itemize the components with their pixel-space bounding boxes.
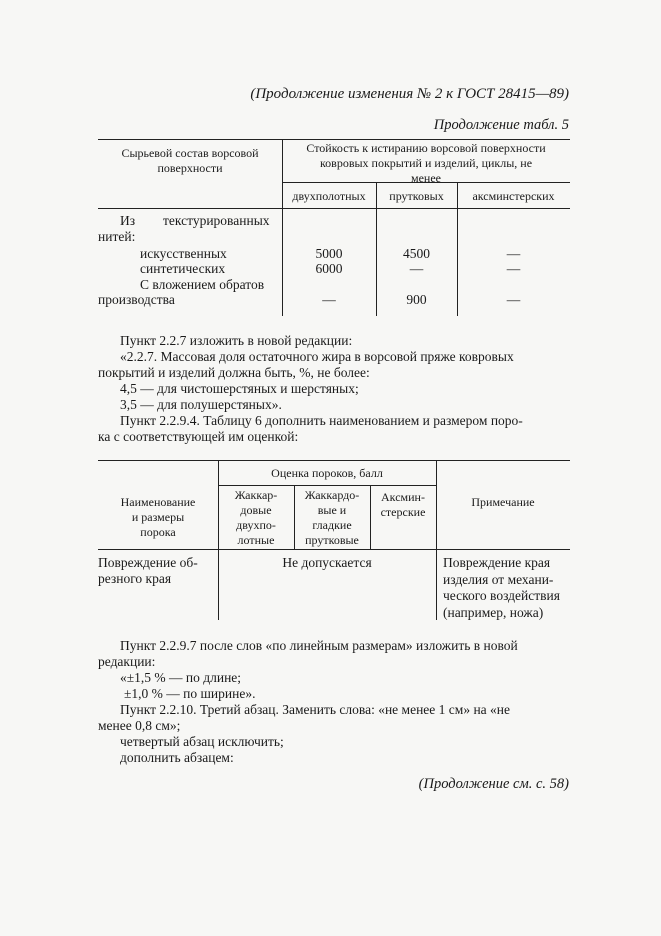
cell-value: — [506,246,521,261]
paragraph: четвертый абзац исключить; [120,734,284,749]
paragraph: 4,5 — для чистошерстяных и шерстяных; [120,381,359,396]
paragraph: ±1,0 % — по ширине». [124,686,256,701]
row-label-synthetic: синтетических [140,261,226,276]
paragraph: покрытий и изделий должна быть, %, не более: [98,365,370,380]
column-header-note: Примечание [471,495,535,509]
paragraph: дополнить абзацем: [120,750,234,765]
paragraph: Пункт 2.2.9.7 после слов «по линейным размерам» изложить в новой [120,638,518,653]
paragraph: Пункт 2.2.9.4. Таблицу 6 дополнить наименованием и размером поро- [120,413,523,428]
row-label-artificial: искусственных [140,246,227,261]
table-rule [98,139,570,140]
column-header-double: двухполотных [292,189,366,203]
paragraph: Пункт 2.2.7 изложить в новой редакции: [120,333,353,348]
paragraph: Пункт 2.2.10. Третий абзац. Заменить слова: «не менее 1 см» на «не [120,702,511,717]
column-header-axminster: Аксмин- стерские [380,490,426,519]
paragraph: редакции: [98,654,156,669]
cell-value: 6000 [315,261,343,276]
row-label-inserts: С вложением обратов [140,277,265,292]
cell-value: 5000 [315,246,343,261]
table-rule [436,460,437,620]
row-defect-value: Не допускается [282,555,372,570]
row-label-from: Из [120,213,136,228]
column-group-header-abrasion: Стойкость к истиранию ворсовой поверхности ковровых покрытий и изделий, циклы, не менее [306,141,546,185]
cell-value: — [322,292,336,307]
table-rule [98,549,570,550]
cell-value: 900 [406,292,427,307]
cell-value: — [409,261,424,276]
cell-value: — [506,261,521,276]
row-label-textured: текстурированных [163,213,270,228]
row-label-threads: нитей: [98,229,136,244]
column-header-rod: прутковых [389,189,444,203]
paragraph: «2.2.7. Массовая доля остаточного жира в ворсовой пряже ковровых [120,349,514,364]
column-header-defect-name: Наименование и размеры порока [120,495,196,539]
column-header-axminster: аксминстерских [472,189,555,203]
cell-value: 4500 [403,246,430,261]
paragraph: менее 0,8 см»; [98,718,181,733]
paragraph: ка с соответствующей им оценкой: [98,429,299,444]
table-rule [98,208,570,209]
cell-value: — [506,292,521,307]
column-header-raw-material: Сырьевой состав ворсовой поверхности [121,146,259,175]
continuation-header: (Продолжение изменения № 2 к ГОСТ 28415—89) [250,86,569,102]
row-defect-name: Повреждение об- резного края [98,555,198,586]
column-group-header-defects: Оценка пороков, балл [271,466,383,480]
table-continuation-label: Продолжение табл. 5 [433,117,569,133]
continuation-footer: (Продолжение см. с. 58) [418,776,569,792]
paragraph: 3,5 — для полушерстяных». [120,397,282,412]
paragraph: «±1,5 % — по длине; [120,670,242,685]
table-rule [218,485,436,486]
column-header-jacquard-smooth: Жаккардо- вые и гладкие прутковые [304,488,360,547]
row-defect-note: Повреждение края изделия от механи- ческого воздействия (например, ножа) [443,555,560,620]
row-label-production: производства [98,292,175,307]
table-rule [98,460,570,461]
column-header-jacquard-double: Жаккар- довые двухпо- лотные [234,488,278,547]
